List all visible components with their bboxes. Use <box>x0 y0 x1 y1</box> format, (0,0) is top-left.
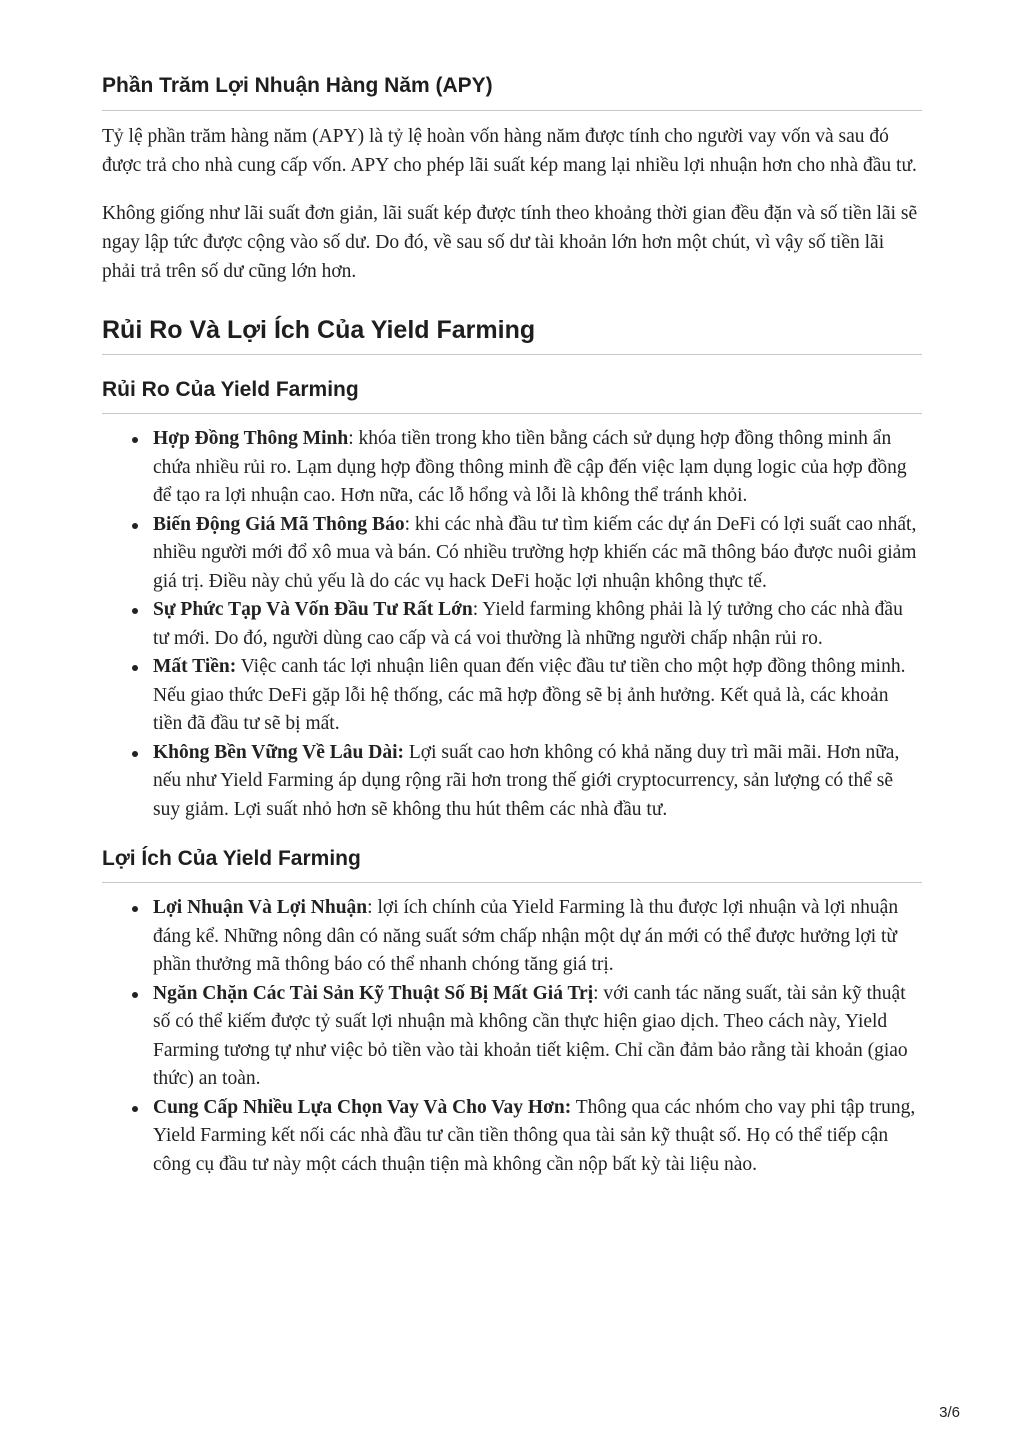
bullet-icon <box>132 906 138 912</box>
list-item-text: Việc canh tác lợi nhuận liên quan đến việc đầu tư tiền cho một hợp đồng thông minh. Nếu giao thức DeFi gặp lỗi hệ thống, các mã hợp đồng sẽ bị ảnh hưởng. Kết quả là, các khoản tiền đã đầu tư sẽ bị mất. <box>153 656 906 734</box>
list-item-term: Hợp Đồng Thông Minh <box>153 428 349 449</box>
list-item-separator: : <box>593 982 599 1004</box>
list-item-text: lợi ích chính của Yield Farming là thu được lợi nhuận và lợi nhuận đáng kể. Những nông dân có năng suất sớm chấp nhận một dự án mới có thể được hưởng lợi từ phần thưởng mã thông báo có thể nhanh chóng tăng giá trị. <box>153 897 899 975</box>
bullet-icon <box>132 1106 138 1112</box>
apy-paragraph-1: Tỷ lệ phần trăm hàng năm (APY) là tỷ lệ hoàn vốn hàng năm được tính cho người vay vốn và sau đó được trả cho nhà cung cấp vốn. APY cho phép lãi suất kép mang lại nhiều lợi nhuận hơn cho nhà đầu tư. <box>102 126 917 176</box>
list-item-term: Ngăn Chặn Các Tài Sản Kỹ Thuật Số Bị Mất Giá Trị <box>153 982 594 1004</box>
bullet-icon <box>132 437 138 443</box>
list-item-term: Mất Tiền: <box>153 656 237 677</box>
page-number: 3/6 <box>939 1404 960 1421</box>
list-item <box>102 1094 922 1180</box>
list-item-text: khóa tiền trong kho tiền bằng cách sử dụng hợp đồng thông minh ẩn chứa nhiều rủi ro. Lạm dụng hợp đồng thông minh đề cập đến việc lạm dụng logic của hợp đồng để tạo ra lợi nhuận cao. Hơn nữa, các lỗ hổng và lỗi là không thể tránh khỏi. <box>153 428 907 506</box>
bullet-icon <box>132 608 138 614</box>
list-item-text: Thông qua các nhóm cho vay phi tập trung, Yield Farming kết nối các nhà đầu tư cần tiền thông qua tài sản kỹ thuật số. Họ có thể tiếp cận công cụ đầu tư này một cách thuận tiện mà không cần nộp bất kỳ tài liệu nào. <box>153 1096 916 1175</box>
list-item <box>102 739 922 825</box>
list-item <box>102 894 922 980</box>
list-item-text: Lợi suất cao hơn không có khả năng duy trì mãi mãi. Hơn nữa, nếu như Yield Farming áp dụng rộng rãi hơn trong thế giới cryptocurrency, sản lượng có thể sẽ suy giảm. Lợi suất nhỏ hơn sẽ không thu hút thêm các nhà đầu tư. <box>153 741 900 820</box>
list-item-text: Yield farming không phải là lý tưởng cho các nhà đầu tư mới. Do đó, người dùng cao cấp và cá voi thường là những người chấp nhận rủi ro. <box>153 599 903 649</box>
risks-benefits-heading: Rủi Ro Và Lợi Ích Của Yield Farming <box>102 313 922 355</box>
bullet-icon <box>132 751 138 757</box>
apy-heading: Phần Trăm Lợi Nhuận Hàng Năm (APY) <box>102 70 922 111</box>
list-item-separator: : <box>404 513 410 535</box>
list-item <box>102 980 922 1094</box>
list-item <box>102 653 922 739</box>
bullet-icon <box>132 523 138 529</box>
list-item-term: Cung Cấp Nhiều Lựa Chọn Vay Và Cho Vay Hơn: <box>153 1096 572 1118</box>
list-item <box>102 596 922 653</box>
risks-list <box>102 425 922 824</box>
list-item-term: Sự Phức Tạp Và Vốn Đầu Tư Rất Lớn <box>153 599 473 620</box>
apy-paragraph-2: Không giống như lãi suất đơn giản, lãi suất kép được tính theo khoảng thời gian đều đặn và số tiền lãi sẽ ngay lập tức được cộng vào số dư. Do đó, về sau số dư tài khoản lớn hơn một chút, vì vậy số tiền lãi phải trả trên số dư cũng lớn hơn. <box>102 203 918 282</box>
bullet-icon <box>132 665 138 671</box>
list-item-separator: : <box>472 599 479 620</box>
list-item-term: Lợi Nhuận Và Lợi Nhuận <box>153 897 368 918</box>
list-item-term: Biến Động Giá Mã Thông Báo <box>153 513 405 535</box>
bullet-icon <box>132 992 138 998</box>
list-item <box>102 511 922 597</box>
list-item-text: khi các nhà đầu tư tìm kiếm các dự án DeFi có lợi suất cao nhất, nhiều người mới đổ xô mua và bán. Có nhiều trường hợp khiến các mã thông báo được nuôi giảm giá trị. Điều này chủ yếu là do các vụ hack DeFi hoặc lợi nhuận không thực tế. <box>153 513 917 592</box>
benefits-heading: Lợi Ích Của Yield Farming <box>102 844 922 883</box>
risks-heading: Rủi Ro Của Yield Farming <box>102 375 922 414</box>
document-page <box>102 62 922 1179</box>
list-item-separator: : <box>348 428 354 449</box>
list-item-term: Không Bền Vững Về Lâu Dài: <box>153 741 404 763</box>
list-item-separator: : <box>367 897 373 918</box>
benefits-list <box>102 894 922 1179</box>
list-item-text: với canh tác năng suất, tài sản kỹ thuật số có thể kiếm được tỷ suất lợi nhuận mà không cần thực hiện giao dịch. Theo cách này, Yield Farming tương tự như việc bỏ tiền vào tài khoản tiết kiệm. Chỉ cần đảm bảo rằng tài khoản (giao thức) an toàn. <box>153 982 908 1089</box>
list-item <box>102 425 922 511</box>
